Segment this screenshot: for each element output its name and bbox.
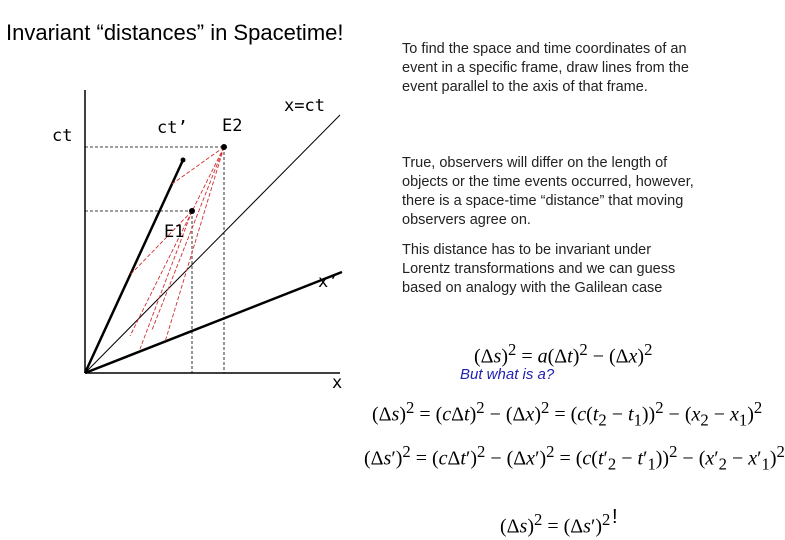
event-e1-dot bbox=[189, 208, 195, 214]
label-e2: E2 bbox=[222, 116, 243, 136]
light-line bbox=[85, 115, 340, 373]
paragraph-lorentz: This distance has to be invariant under Lorentz transformations and we can guess based on analogy with the Galilean case bbox=[402, 242, 676, 296]
construction-e1-to-ct-prime bbox=[130, 211, 192, 275]
equation-guess: $(\Delta s)^2 = a(\Delta t)^2 - (\Delta x)^2$ bbox=[474, 340, 653, 368]
label-x: x bbox=[332, 373, 343, 393]
ct-prime-tip-dot bbox=[181, 158, 186, 163]
paragraph-coordinates: To find the space and time coordinates of an event in a specific frame, draw lines from the event parallel to the axis of that frame. bbox=[402, 41, 689, 95]
construction-e1-e2 bbox=[152, 147, 224, 330]
slide-title: Invariant “distances” in Spacetime! bbox=[6, 20, 344, 45]
label-ct: ct bbox=[52, 126, 73, 146]
label-ct-prime: ct’ bbox=[157, 118, 188, 138]
exclamation-mark: ! bbox=[612, 506, 618, 528]
event-e2-dot bbox=[221, 144, 227, 150]
label-e1: E1 bbox=[164, 222, 185, 242]
question-text: But what is a? bbox=[460, 366, 555, 383]
label-x-eq-ct: x=ct bbox=[284, 96, 325, 116]
construction-e2-to-x-prime bbox=[165, 147, 224, 342]
paragraph-invariant-distance: True, observers will differ on the length of objects or the time events occurred, however, there is a space-time “distance” that moving observers agree on. bbox=[402, 155, 694, 228]
equation-unprimed: $(\Delta s)^2 = (c\Delta t)^2 - (\Delta x)^2 = (c(t_2 - t_1))^2 - (x_2 - x_1)^2$ bbox=[372, 398, 763, 430]
equation-invariance: $(\Delta s)^2 = (\Delta s')^2$ bbox=[500, 510, 611, 538]
label-x-prime: x’ bbox=[318, 272, 339, 292]
equation-primed: $(\Delta s')^2 = (c\Delta t')^2 - (\Delta x')^2 = (c(t'_2 - t'_1))^2 - (x'_2 - x'_1)^2$ bbox=[364, 442, 785, 474]
